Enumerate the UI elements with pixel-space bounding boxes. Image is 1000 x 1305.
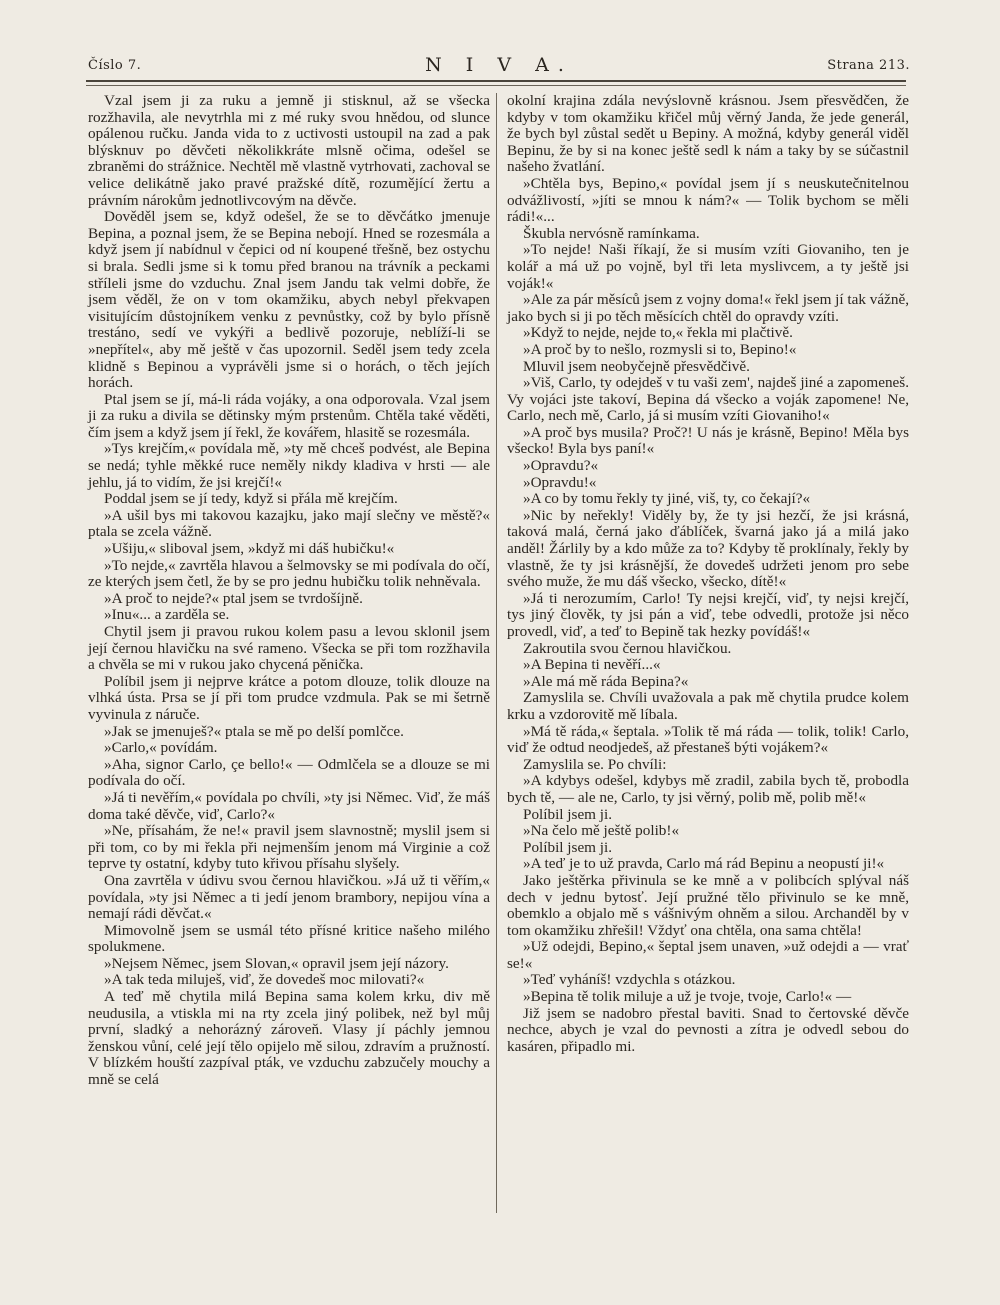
- page-header: [88, 54, 910, 80]
- issue-number: Číslo 7.: [88, 58, 142, 73]
- header-rule-thin: [86, 85, 906, 86]
- paragraph: Jako ještěrka přivinula se ke mně a v polibcích splýval náš dech v jednu bytosť. Její pružné tělo přivinulo se ke mně, obemklo a objalo mě s vášnivým ohněm a silou. Archanděl by v tom okamžiku zhřešil! Vždyť ona chtěla, ona sama chtěla!: [507, 871, 909, 939]
- page-number: Strana 213.: [827, 58, 910, 73]
- paragraph: A teď mě chytila milá Bepina sama kolem krku, div mě neudusila, a vtiskla mi na rty zcela jiný polibek, než byl můj první, sladký a nehorázný zároveň. Vlasy jí páchly jemnou ženskou vůní, celé její tělo opijelo mě silou, zdravím a pružností. V blízkém houští zazpíval pták, ve vzduchu zabzučely mouchy a mně se celá: [88, 988, 490, 1089]
- paragraph: Zamyslila se. Chvíli uvažovala a pak mě chytila prudce kolem krku a vzdorovitě mě líbala.: [507, 689, 909, 723]
- paragraph: »Nejsem Němec, jsem Slovan,« opravil jsem její názory.: [104, 954, 449, 972]
- paragraph: »Bepina tě tolik miluje a už je tvoje, tvoje, Carlo!« —: [523, 988, 852, 1006]
- paragraph: »Já ti nerozumím, Carlo! Ty nejsi krejčí, viď, ty nejsi krejčí, tys jiný člověk, ty jsi pán a viď, tebe odvedli, protože jsi něco provedl, viď, a teď to Bepině tak hezky povídáš!«: [507, 589, 909, 640]
- paragraph: Ptal jsem se jí, má-li ráda vojáky, a ona odporovala. Vzal jsem ji za ruku a divila se dětinsky mým prstenům. Chtěla také věděti, čím jsem a když jsem jí řekl, že kovářem, hlasitě se rozesmála.: [88, 390, 490, 441]
- paragraph: »Ušiju,« sliboval jsem, »když mi dáš hubičku!«: [104, 540, 395, 558]
- paragraph: »A proč by to nešlo, rozmysli si to, Bepino!«: [523, 340, 797, 358]
- paragraph: »Carlo,« povídám.: [104, 739, 218, 757]
- paragraph: okolní krajina zdála nevýslovně krásnou. Jsem přesvědčen, že kdyby v tom okamžiku křičel můj věrný Janda, že jede generál, že bych byl zůstal sedět u Bepiny. A možná, kdyby generál viděl Bepinu, že by si na konec ještě sedl k nám a taky by se súčastnil našeho žvatlání.: [507, 92, 909, 176]
- paragraph: Poddal jsem se jí tedy, když si přála mě krejčím.: [104, 490, 398, 508]
- paragraph: Políbil jsem ji nejprve krátce a potom dlouze, tolik dlouze na vlhká ústa. Prsa se jí při tom prudce vzdmula. Pak se mi šetrně vyvinula z náruče.: [88, 672, 490, 723]
- paragraph: »Když to nejde, nejde to,« řekla mi plačtivě.: [523, 324, 793, 342]
- paragraph: »A proč bys musila? Proč?! U nás je krásně, Bepino! Měla bys všecko! Byla bys paní!«: [507, 423, 909, 458]
- paragraph: »Má tě ráda,« šeptala. »Tolik tě má ráda — tolik, tolik! Carlo, viď že odtud neodjedeš, až přestaneš býti vojákem?«: [507, 722, 909, 757]
- paragraph: »Opravdu?«: [523, 457, 599, 475]
- paragraph: »To nejde! Naši říkají, že si musím vzíti Giovaniho, ten je kolář a má už po vojně, byl tři leta myslivcem, a ty ještě jsi voják!«: [507, 241, 909, 292]
- paragraph: »A teď je to už pravda, Carlo má rád Bepinu a neopustí ji!«: [523, 855, 885, 873]
- paragraph: »A Bepina ti nevěří...«: [523, 656, 661, 674]
- column-divider: [496, 93, 497, 1213]
- paragraph: Mimovolně jsem se usmál této přísné kritice našeho milého spolukmene.: [88, 921, 490, 956]
- paragraph: »Chtěla bys, Bepino,« povídal jsem jí s neuskutečnitelnou odvážlivostí, »jíti se mnou k nám?« — Tolik bychom se měli rádi!«...: [507, 174, 909, 226]
- paragraph: Zakroutila svou černou hlavičkou.: [523, 639, 732, 657]
- paragraph: »Ale za pár měsíců jsem z vojny doma!« řekl jsem jí tak vážně, jako bych si ji po těch měsících chtěl do opravdy vzíti.: [507, 291, 909, 325]
- left-column: [88, 93, 490, 1089]
- paragraph: »Už odejdi, Bepino,« šeptal jsem unaven, »už odejdi a — vrať se!«: [507, 938, 909, 972]
- paragraph: »Inu«... a zarděla se.: [104, 606, 230, 624]
- paragraph: Již jsem se nadobro přestal baviti. Snad to čertovské děvče nechce, abych je vzal do pevnosti a zítra je odvedl sebou do kasáren, připadlo mi.: [507, 1004, 909, 1055]
- paragraph: »Tys krejčím,« povídala mě, »ty mě chceš podvést, ale Bepina se nedá; tyhle měkké ruce neměly nikdy kladiva v hrsti — ale jehlu, já to vidím, že jsi krejčí!«: [88, 440, 490, 491]
- paragraph: »A kdybys odešel, kdybys mě zradil, zabila bych tě, probodla bych tě, — ale ne, Carlo, ty jsi věrný, polib mě, polib mě!«: [507, 772, 909, 806]
- paragraph: »Aha, signor Carlo, çe bello!« — Odmlčela se a dlouze se mi podívala do očí.: [88, 755, 490, 790]
- paragraph: Políbil jsem ji.: [523, 805, 613, 823]
- paragraph: Zamyslila se. Po chvíli:: [523, 755, 667, 773]
- paragraph: Dověděl jsem se, když odešel, že se to děvčátko jmenuje Bepina, a poznal jsem, že se Bepina nebojí. Hned se rozesmála a když jsem jí nabídnul v čepici od ní koupené třešně, bez ostychu si brala. Sedli jsme si k tomu před branou na trávník a peckami stříleli jsme do vzduchu. Znal jsem Jandu tak velmi dobře, že jsem věděl, že on v tom okamžiku, abych nebyl překvapen visitujícím důstojníkem venku z pevnůstky, což by bylo přísně trestáno, sedí ve vykýři a bedlivě pozoruje, neblíží-li se »nepřítel«, aby mě ještě v čas upozornil. Seděl jsem tedy zcela klidně s Bepinou a vyprávěli jsme si o horách, o těch jejích horách.: [88, 208, 490, 392]
- paragraph: »A co by tomu řekly ty jiné, viš, ty, co čekají?«: [523, 490, 811, 508]
- paragraph: »A ušil bys mi takovou kazajku, jako mají slečny ve městě?« ptala se zcela vážně.: [88, 506, 490, 541]
- paragraph: »Já ti nevěřím,« povídala po chvíli, »ty jsi Němec. Viď, že máš doma také děvče, viď, Carlo?«: [88, 788, 490, 823]
- paragraph: »Na čelo mě ještě polib!«: [523, 822, 680, 840]
- paragraph: Chytil jsem ji pravou rukou kolem pasu a levou sklonil jsem její černou hlavičku na své rameno. Všecka se při tom rozžhavila a chvěla se mi v rukou jako chycená pěnička.: [88, 623, 490, 674]
- paragraph: »To nejde,« zavrtěla hlavou a šelmovsky se mi podívala do očí, ze kterých jsem četl, že by se pro jednu hubičku tolik nehněvala.: [88, 556, 490, 591]
- paragraph: »Ale má mě ráda Bepina?«: [523, 672, 689, 690]
- paragraph: »Jak se jmenuješ?« ptala se mě po delší pomlčce.: [104, 722, 404, 740]
- paragraph: »A tak teda miluješ, viď, že dovedeš moc milovati?«: [104, 971, 425, 989]
- paragraph: »A proč to nejde?« ptal jsem se tvrdošíjně.: [104, 589, 363, 607]
- paragraph: »Viš, Carlo, ty odejdeš v tu vaši zem', najdeš jiné a zapomeneš. Vy vojáci jste takoví, Bepina dá všecko a voják zapomene! Ne, Carlo, nech mě, Carlo, já si musím vzíti Giovaniho!«: [507, 374, 909, 425]
- paragraph: »Teď vyháníš! vzdychla s otázkou.: [523, 971, 736, 989]
- paragraph: Políbil jsem ji.: [523, 838, 613, 856]
- header-rule: [86, 80, 906, 82]
- paragraph: Vzal jsem ji za ruku a jemně ji stisknul, až se všecka rozžhavila, ale nevytrhla mi z mé ruky svou hnědou, od slunce opálenou ručku. Janda vida to z uctivosti ustoupil na zad a pak blýsknuv po děvčeti několikkráte mlsně očima, odešel se zbraněmi do strážnice. Nechtěl mě vlastně vytrhovati, zachoval se velice delikátně jako pravé pražské dítě, rozumějící žertu a právním nárokům jednotlivcovým na děvče.: [88, 92, 490, 209]
- paragraph: »Ne, přísahám, že ne!« pravil jsem slavnostně; myslil jsem si při tom, co by mi řekla při nejmenším jenom má Virginie a což teprve ty ostatní, kdyby tuto křivou přísahu slyšely.: [88, 822, 490, 873]
- paragraph: »Nic by neřekly! Viděly by, že ty jsi hezčí, že jsi krásná, taková malá, černá jako ďáblíček, švarná jako já a milá jako anděl! Žárlily by a kdo může za to? Kdyby tě proklínaly, řekly by vlastně, že ty jsi krásnější, že dovedeš udržeti jenom pro sebe svého muže, že mu dáš všecko, všecko, dítě!«: [507, 506, 909, 591]
- journal-title: N I V A.: [425, 54, 573, 76]
- right-column: [507, 93, 909, 1055]
- paragraph: Škubla nervósně ramínkama.: [523, 224, 700, 242]
- paragraph: Ona zavrtěla v údivu svou černou hlavičkou. »Já už ti věřím,« povídala, »ty jsi Němec a ti jedí jenom brambory, nepijou vína a nemají rádi děvčat.«: [88, 871, 490, 923]
- paragraph: Mluvil jsem neobyčejně přesvědčivě.: [523, 357, 750, 375]
- paragraph: »Opravdu!«: [523, 473, 597, 491]
